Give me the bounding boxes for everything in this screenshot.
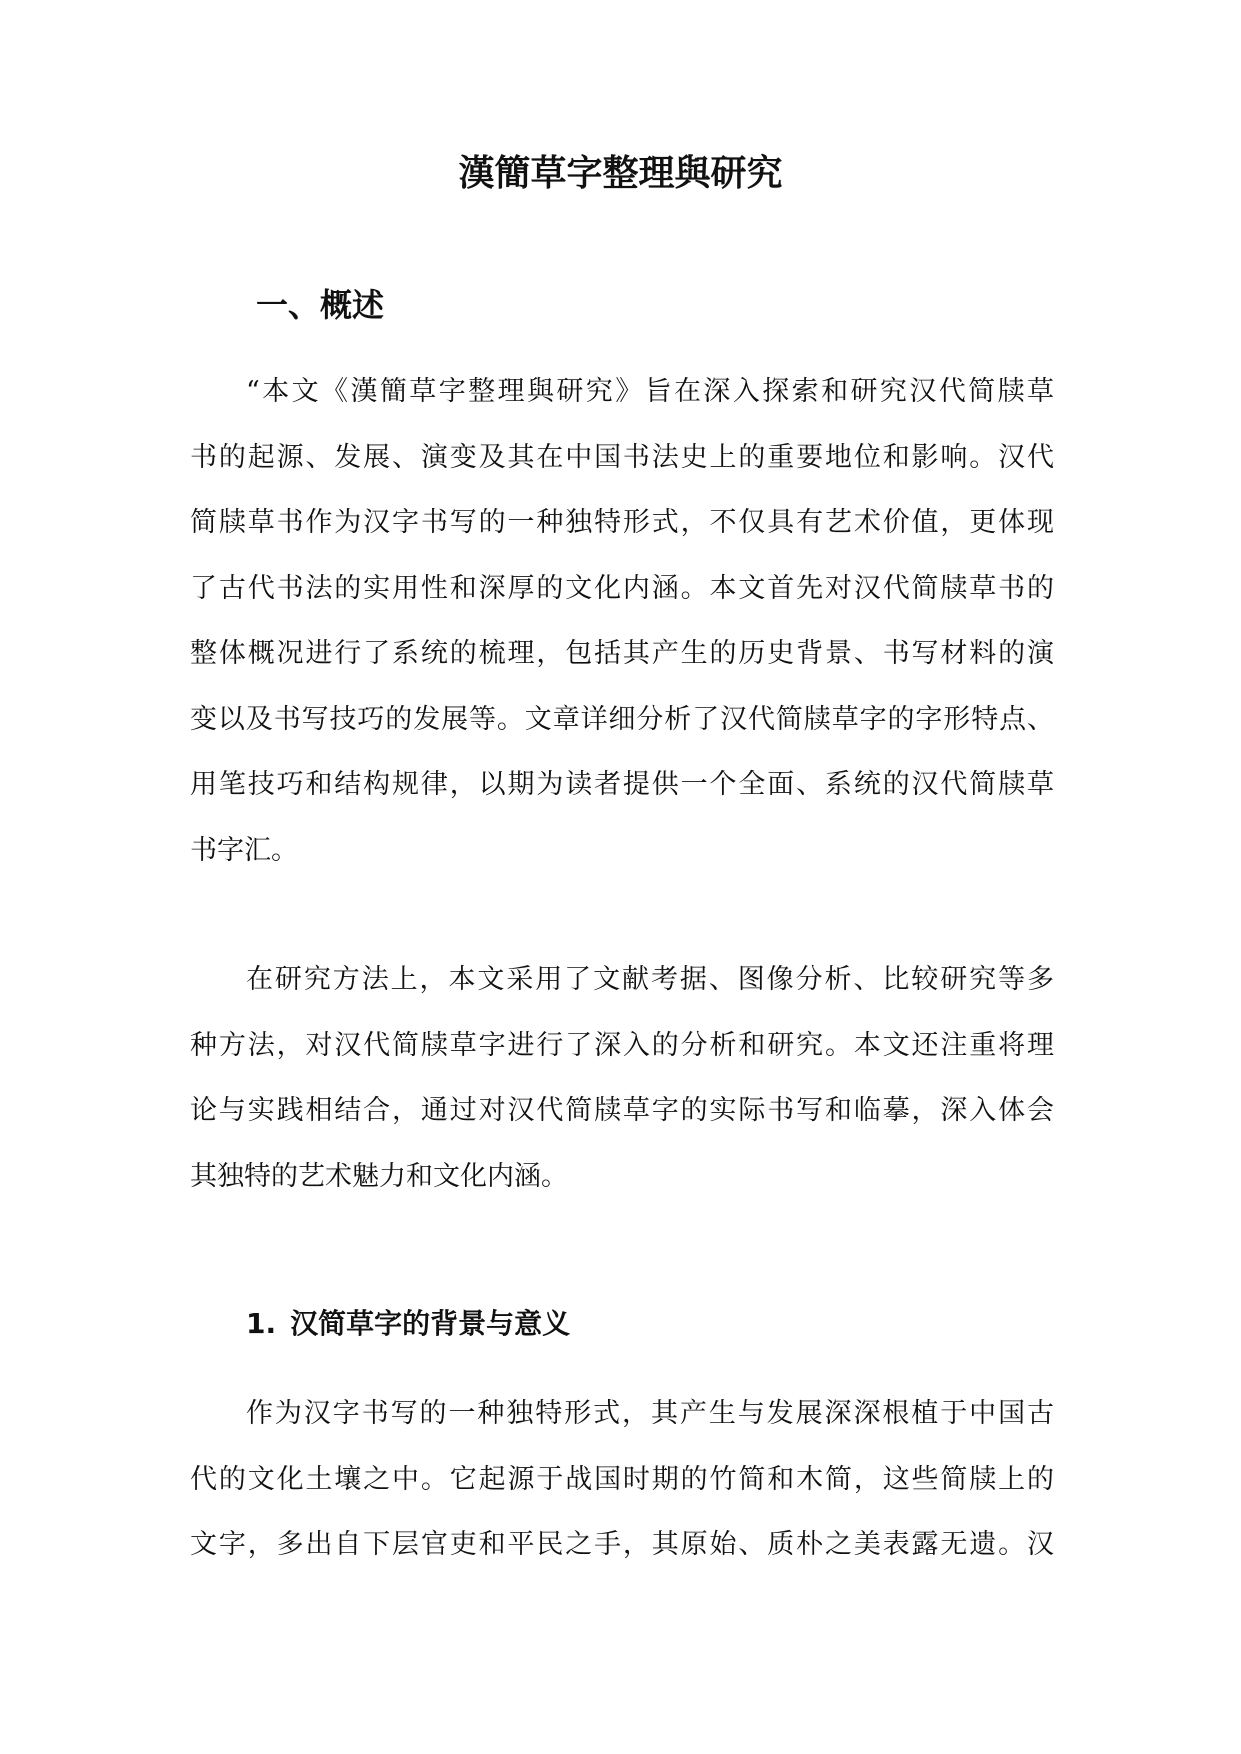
document-title: 漢簡草字整理與研究 xyxy=(458,152,783,194)
paragraph-line: 整体概况进行了系统的梳理，包括其产生的历史背景、书写材料的演 xyxy=(190,638,1054,669)
paragraph-line: 种方法，对汉代简牍草字进行了深入的分析和研究。本文还注重将理 xyxy=(190,1029,1054,1061)
sub-heading-number: 1. xyxy=(246,1307,277,1340)
paragraph-line: 代的文化土壤之中。它起源于战国时期的竹简和木简，这些简牍上的 xyxy=(190,1463,1054,1495)
section-heading-overview: 一、概述 xyxy=(256,286,385,324)
paragraph-line: 在研究方法上，本文采用了文献考据、图像分析、比较研究等多 xyxy=(246,964,1054,995)
paragraph-line: 书字汇。 xyxy=(190,834,298,866)
paragraph-line: 了古代书法的实用性和深厚的文化内涵。本文首先对汉代简牍草书的 xyxy=(190,572,1054,604)
sub-heading-text: 汉简草字的背景与意义 xyxy=(290,1307,571,1340)
paragraph-line: 作为汉字书写的一种独特形式，其产生与发展深深根植于中国古 xyxy=(246,1398,1054,1429)
paragraph-intro xyxy=(190,359,1054,883)
paragraph-line: 简牍草书作为汉字书写的一种独特形式，不仅具有艺术价值，更体现 xyxy=(190,507,1054,538)
paragraph-methods xyxy=(190,947,1054,1209)
paragraph-line: 论与实践相结合，通过对汉代简牍草字的实际书写和临摹，深入体会 xyxy=(190,1095,1054,1126)
paragraph-line: 用笔技巧和结构规律，以期为读者提供一个全面、系统的汉代简牍草 xyxy=(190,769,1054,800)
sub-heading-background xyxy=(246,1299,570,1349)
paragraph-line: “本文《漢簡草字整理與研究》旨在深入探索和研究汉代简牍草 xyxy=(246,376,1054,407)
paragraph-background xyxy=(190,1381,1054,1578)
paragraph-line: 变以及书写技巧的发展等。文章详细分析了汉代简牍草字的字形特点、 xyxy=(190,703,1054,735)
paragraph-line: 书的起源、发展、演变及其在中国书法史上的重要地位和影响。汉代 xyxy=(190,441,1054,473)
paragraph-line: 其独特的艺术魅力和文化内涵。 xyxy=(190,1160,568,1192)
paragraph-line: 文字，多出自下层官吏和平民之手，其原始、质朴之美表露无遗。汉 xyxy=(190,1529,1054,1560)
